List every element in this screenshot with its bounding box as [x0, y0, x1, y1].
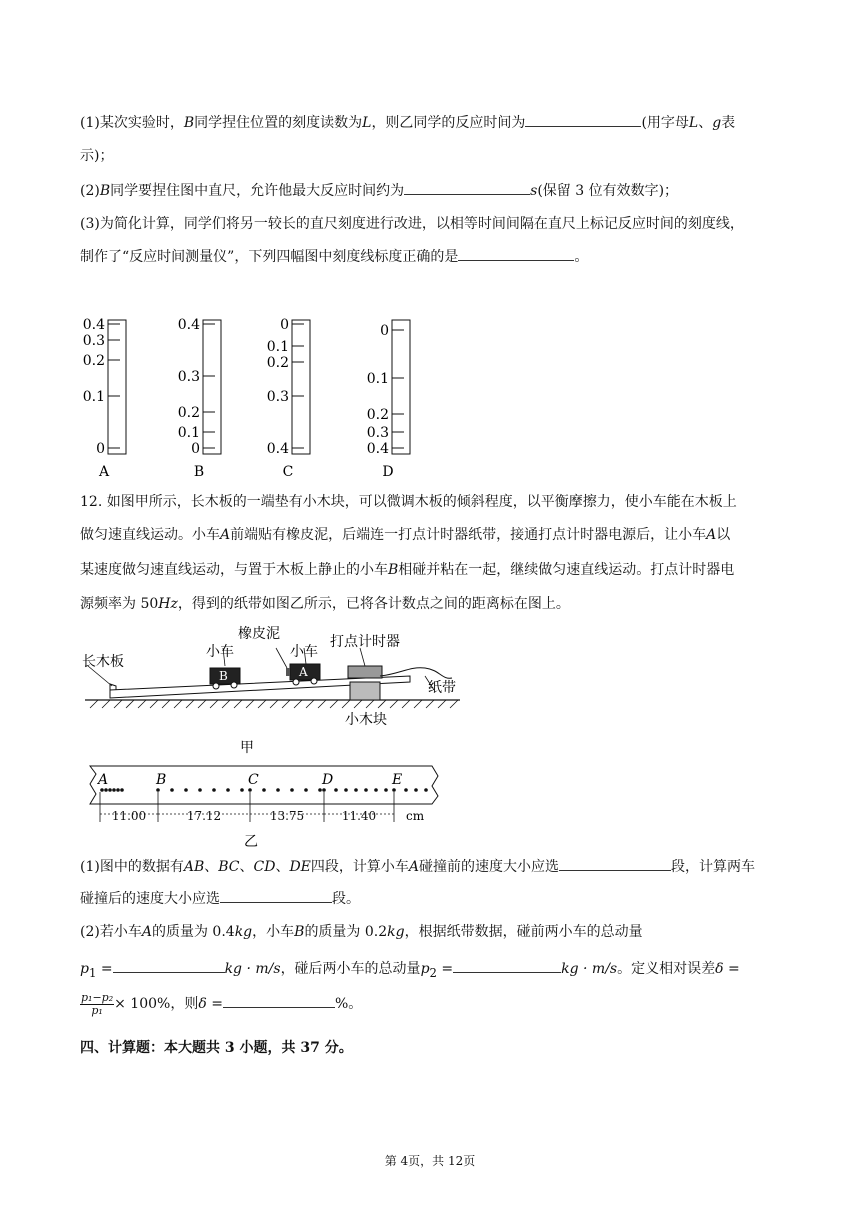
text: = [96, 961, 113, 977]
subscript: 2 [429, 965, 437, 980]
car-b-wheel [231, 682, 237, 688]
answer-blank[interactable] [220, 888, 332, 903]
clay-lump [286, 668, 290, 676]
var: CD [253, 859, 276, 875]
ground-hatch [90, 700, 458, 708]
answer-blank[interactable] [113, 958, 225, 973]
q11-line-1 [80, 112, 790, 133]
q12-sub-line-2 [80, 888, 790, 909]
tape-dot [414, 788, 418, 792]
var: g [712, 115, 722, 131]
ruler-tick-label: 0.1 [266, 339, 289, 355]
q12-sub-line-5 [80, 990, 790, 1018]
fraction-numerator: p₁−p₂ [81, 990, 114, 1004]
ruler-tick-label: 0.4 [366, 441, 389, 457]
tape-dot [262, 788, 266, 792]
label-car-b-letter: B [219, 669, 228, 683]
ruler-option-label: A [98, 464, 110, 480]
ruler-tick-label: 0.2 [266, 355, 289, 371]
tape-dot [184, 788, 188, 792]
text: 12. 如图甲所示，长木板的一端垫有小木块，可以微调木板的倾斜程度，以平衡摩擦力，使小车能在木板上 [80, 494, 737, 510]
tape-dot [404, 788, 408, 792]
var: p [420, 961, 430, 977]
caption-jia: 甲 [240, 740, 254, 756]
ruler-tick-label: 0.4 [177, 317, 200, 333]
ruler-option-label: D [382, 464, 394, 480]
tape-dot [424, 788, 428, 792]
var: δ [198, 996, 207, 1012]
answer-blank[interactable] [458, 246, 574, 261]
answer-blank[interactable] [223, 993, 335, 1008]
tape-outline [90, 766, 438, 804]
answer-blank[interactable] [559, 856, 671, 871]
ruler-tick-label: 0 [96, 441, 105, 457]
text: 相碰并粘在一起，继续做匀速直线运动。打点计时器电 [398, 562, 735, 578]
tape-dot [364, 788, 368, 792]
tape-point-label: C [248, 772, 259, 788]
distance-label: 17.12 [186, 809, 222, 823]
small-wood-block [350, 682, 380, 700]
tape-dot [334, 788, 338, 792]
figure-jia-apparatus [80, 618, 470, 758]
text: 四段，计算小车 [310, 859, 409, 875]
tape-dot [100, 788, 104, 792]
text: 表 [721, 115, 736, 131]
tape-dot [112, 788, 116, 792]
figure-yi-tape [88, 762, 448, 852]
ruler-tick-label: 0.4 [266, 441, 289, 457]
q12-sub-line-3 [80, 922, 790, 942]
q11-line-4 [80, 214, 790, 234]
unit: kg · m/s [561, 961, 618, 977]
text: (2)若小车 [80, 924, 142, 940]
tape-dot [290, 788, 294, 792]
tape-dot [384, 788, 388, 792]
text: 碰撞后的速度大小应选 [80, 891, 220, 907]
text: 源频率为 50 [80, 596, 159, 612]
distance-unit: cm [406, 809, 425, 823]
tape-point-label: D [322, 772, 334, 788]
text: 同学要捏住图中直尺，允许他最大反应时间约为 [110, 183, 405, 199]
car-b-wheel [213, 683, 219, 689]
distance-label: 13.75 [269, 809, 305, 823]
ruler-b [203, 320, 221, 454]
label-block: 小木块 [345, 712, 387, 728]
q12-line-1 [80, 492, 790, 512]
page-footer: 第 4页，共 12页 [384, 1154, 476, 1168]
text: ，根据纸带数据，碰前两小车的总动量 [404, 924, 643, 940]
text: 。定义相对误差 [617, 961, 716, 977]
text: ，小车 [252, 924, 295, 940]
var: B [388, 562, 399, 578]
section-4-heading: 四、计算题：本大题共 3 小题，共 37 分。 [80, 1040, 353, 1056]
text: (1)某次实验时， [80, 115, 184, 131]
q12-line-4 [80, 594, 790, 614]
var: A [220, 527, 231, 543]
text: (用字母 [641, 115, 689, 131]
ruler-tick-label: 0.1 [366, 371, 389, 387]
caption-yi: 乙 [244, 834, 258, 850]
var: DE [289, 859, 311, 875]
text: 碰撞前的速度大小应选 [419, 859, 560, 875]
tape-dot [304, 788, 308, 792]
label-timer: 打点计时器 [330, 634, 400, 650]
var: A [706, 527, 717, 543]
ruler-d [392, 320, 410, 454]
tape-dot [354, 788, 358, 792]
text: 制作了“反应时间测量仪”，下列四幅图中刻度线标度正确的是 [80, 249, 459, 265]
text: 的质量为 0.4 [151, 924, 235, 940]
var: B [183, 115, 195, 131]
q12-sub-line-4 [80, 958, 790, 983]
var: B [294, 924, 305, 940]
distance-label: 11.40 [341, 809, 377, 823]
var: A [141, 924, 152, 940]
q11-line-2 [80, 146, 790, 166]
timer-label-line [360, 648, 365, 666]
ruler-option-label: B [193, 464, 205, 480]
ruler-c [292, 320, 310, 454]
ruler-tick-label: 0.3 [266, 389, 289, 405]
text: 、 [239, 859, 254, 875]
label-tape: 纸带 [428, 680, 456, 696]
subscript: 1 [88, 965, 97, 980]
answer-blank[interactable] [525, 112, 641, 127]
ruler-tick-label: 0.3 [366, 425, 389, 441]
tape-dot [156, 788, 160, 792]
ruler-tick-label: 0 [380, 323, 389, 339]
label-car-b: 小车 [206, 644, 234, 660]
var: L [688, 115, 699, 131]
q12-sub-line-1 [80, 856, 790, 877]
q12-line-2 [80, 525, 790, 545]
text: 做匀速直线运动。小车 [80, 527, 220, 543]
text: 段，计算两车 [671, 859, 756, 875]
answer-blank[interactable] [404, 180, 530, 195]
ruler-tick-label: 0 [280, 317, 289, 333]
text: (2) [80, 183, 100, 199]
text: (保留 3 位有效数字)； [537, 183, 679, 199]
tape-point-label: B [156, 772, 167, 788]
text: = [723, 961, 740, 977]
text: %。 [334, 996, 363, 1012]
text: 。 [574, 249, 589, 265]
tape-dot [374, 788, 378, 792]
ruler-option-label: C [282, 464, 294, 480]
tape-dot [276, 788, 280, 792]
ruler-tick-label: 0.2 [177, 405, 200, 421]
tape-dot [170, 788, 174, 792]
ruler-tick-label: 0.2 [366, 407, 389, 423]
tape-dot [344, 788, 348, 792]
car-a-wheel [311, 678, 317, 684]
text: ，则乙同学的反应时间为 [371, 115, 526, 131]
tape-point-label: A [98, 772, 109, 788]
answer-blank[interactable] [453, 958, 561, 973]
tape-dot [104, 788, 108, 792]
tape-point-label: E [392, 772, 403, 788]
car-a-wheel [293, 679, 299, 685]
text: ，得到的纸带如图乙所示，已将各计数点之间的距离标在图上。 [177, 596, 570, 612]
var: B [99, 183, 111, 199]
ruler-tick-label: 0.2 [82, 353, 105, 369]
var: A [408, 859, 420, 875]
tape-dot [198, 788, 202, 792]
var: kg [234, 924, 253, 940]
ruler-tick-label: 0 [191, 441, 200, 457]
ruler-tick-label: 0.3 [82, 333, 105, 349]
tape-dot [240, 788, 244, 792]
text: × 100%，则 [114, 996, 199, 1012]
text: (1)图中的数据有 [80, 859, 184, 875]
text: 、 [275, 859, 290, 875]
tape-dot [212, 788, 216, 792]
text: 同学捏住位置的刻度读数为 [194, 115, 363, 131]
tape-dot [318, 788, 322, 792]
var: AB [183, 859, 205, 875]
var: s [530, 183, 538, 199]
text: 某速度做匀速直线运动，与置于木板上静止的小车 [80, 562, 388, 578]
text: 段。 [332, 891, 360, 907]
var: BC [218, 859, 240, 875]
text: = [436, 961, 454, 977]
label-car-a-letter: A [299, 665, 308, 679]
tape-dot [248, 788, 252, 792]
clay-label-line [276, 648, 287, 668]
text: 、 [204, 859, 219, 875]
ruler-tick-label: 0.4 [82, 317, 105, 333]
tape-dot [116, 788, 120, 792]
tape-dot [322, 788, 326, 792]
distance-label: 11.00 [111, 809, 147, 823]
unit: kg · m/s [224, 961, 281, 977]
fraction [80, 992, 114, 1017]
tape-dot [108, 788, 112, 792]
text: = [206, 996, 223, 1012]
var: L [362, 115, 372, 131]
timer-device [348, 666, 382, 678]
label-clay: 橡皮泥 [238, 626, 280, 642]
tape-dot [226, 788, 230, 792]
var: p [80, 961, 89, 977]
var: Hz [158, 596, 178, 612]
text: ，碰后两小车的总动量 [280, 961, 421, 977]
q12-line-3 [80, 560, 790, 580]
var: δ [715, 961, 724, 977]
q11-line-3 [80, 180, 790, 201]
label-long-board: 长木板 [82, 654, 124, 670]
text: 的质量为 0.2 [304, 924, 388, 940]
q11-line-5 [80, 246, 790, 267]
ruler-tick-label: 0.3 [177, 369, 200, 385]
tape-dot [392, 788, 396, 792]
text: 前端贴有橡皮泥，后端连一打点计时器纸带，接通打点计时器电源后，让小车 [230, 527, 707, 543]
label-car-a: 小车 [290, 644, 318, 660]
ruler-options-figure [70, 310, 430, 480]
ruler-tick-label: 0.1 [177, 425, 200, 441]
text: (3)为简化计算，同学们将另一较长的直尺刻度进行改进，以相等时间间隔在直尺上标记反应时间的刻度线， [80, 216, 744, 232]
text: 示)； [80, 148, 114, 164]
text: 、 [698, 115, 713, 131]
text: 以 [716, 527, 731, 543]
tape-dot [120, 788, 124, 792]
ruler-tick-label: 0.1 [82, 389, 105, 405]
var: kg [387, 924, 405, 940]
fraction-denominator: p₁ [91, 1003, 103, 1017]
